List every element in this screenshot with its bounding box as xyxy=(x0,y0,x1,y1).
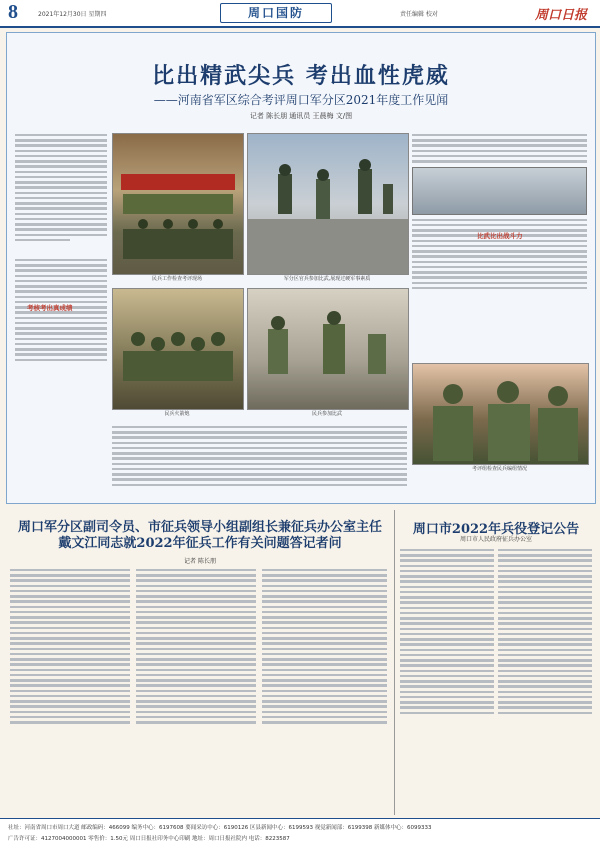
photo-caption-4: 民兵参加比武 xyxy=(311,411,342,417)
notice-headline: 周口市2022年兵役登记公告 xyxy=(412,522,580,537)
feature-text-bottom xyxy=(112,423,407,495)
photo-caption-1: 民兵工作检查考评现场 xyxy=(151,276,202,282)
photo-caption-2: 军分区官兵参加比武,展现过硬军事素质 xyxy=(283,276,371,282)
column-divider xyxy=(394,510,395,815)
interview-col-3 xyxy=(262,566,387,814)
page-number: 8 xyxy=(8,1,18,23)
feature-byline: 记者 陈长朋 通讯员 王晨梅 文/图 xyxy=(249,112,353,120)
photo-caption-5: 考评组检查民兵编组情况 xyxy=(471,466,527,472)
feature-subtitle-2: 比武比出战斗力 xyxy=(477,232,523,240)
section-title: 周口国防 xyxy=(247,6,304,20)
notice-col-1 xyxy=(400,546,494,814)
page-header xyxy=(0,0,600,28)
footer-address: 社址：河南省周口市周口大道 邮政编码：466099 编务中心：6197608 要闻采访中心：6190126 区县新闻中心：6199593 视觉新闻部：6199398 新媒体中心：6099333 xyxy=(8,825,432,831)
issue-date: 2021年12月30日 星期四 xyxy=(38,11,107,18)
photo-march xyxy=(247,133,409,275)
interview-headline-line1: 周口军分区副司令员、市征兵领导小组副组长兼征兵办公室主任 xyxy=(17,520,382,535)
editor-info: 责任编辑 校对 xyxy=(400,11,438,18)
photo-inspection xyxy=(112,133,244,275)
photo-militia xyxy=(412,363,589,465)
photo-formation xyxy=(412,167,587,215)
page-footer xyxy=(0,818,600,847)
interview-headline xyxy=(10,520,390,552)
photo-competition xyxy=(247,288,409,410)
notice-byline: 周口市人民政府征兵办公室 xyxy=(459,536,532,543)
notice-col-2 xyxy=(498,546,592,814)
interview-col-1 xyxy=(10,566,130,814)
top-feature-article xyxy=(6,32,596,504)
photo-artillery xyxy=(112,288,244,410)
interview-col-2 xyxy=(136,566,256,814)
interview-byline: 记者 陈长朋 xyxy=(184,558,216,565)
feature-headline: 比出精武尖兵 考出血性虎威 xyxy=(152,63,450,89)
feature-subhead: ——河南省军区综合考评周口军分区2021年度工作见闻 xyxy=(153,93,449,107)
footer-print-info: 广告许可证：4127004000001 零售价：1.50元 周口日报社印务中心印刷 地址：周口日报社院内 电话：8223587 xyxy=(8,836,290,842)
newspaper-logo: 周口日报 xyxy=(535,8,588,23)
section-tab xyxy=(220,3,332,23)
feature-subtitle: 考核考出真成绩 xyxy=(27,304,73,312)
interview-headline-line2: 戴文江同志就2022年征兵工作有关问题答记者问 xyxy=(58,536,342,551)
photo-caption-3: 民兵火箭炮 xyxy=(164,411,190,417)
